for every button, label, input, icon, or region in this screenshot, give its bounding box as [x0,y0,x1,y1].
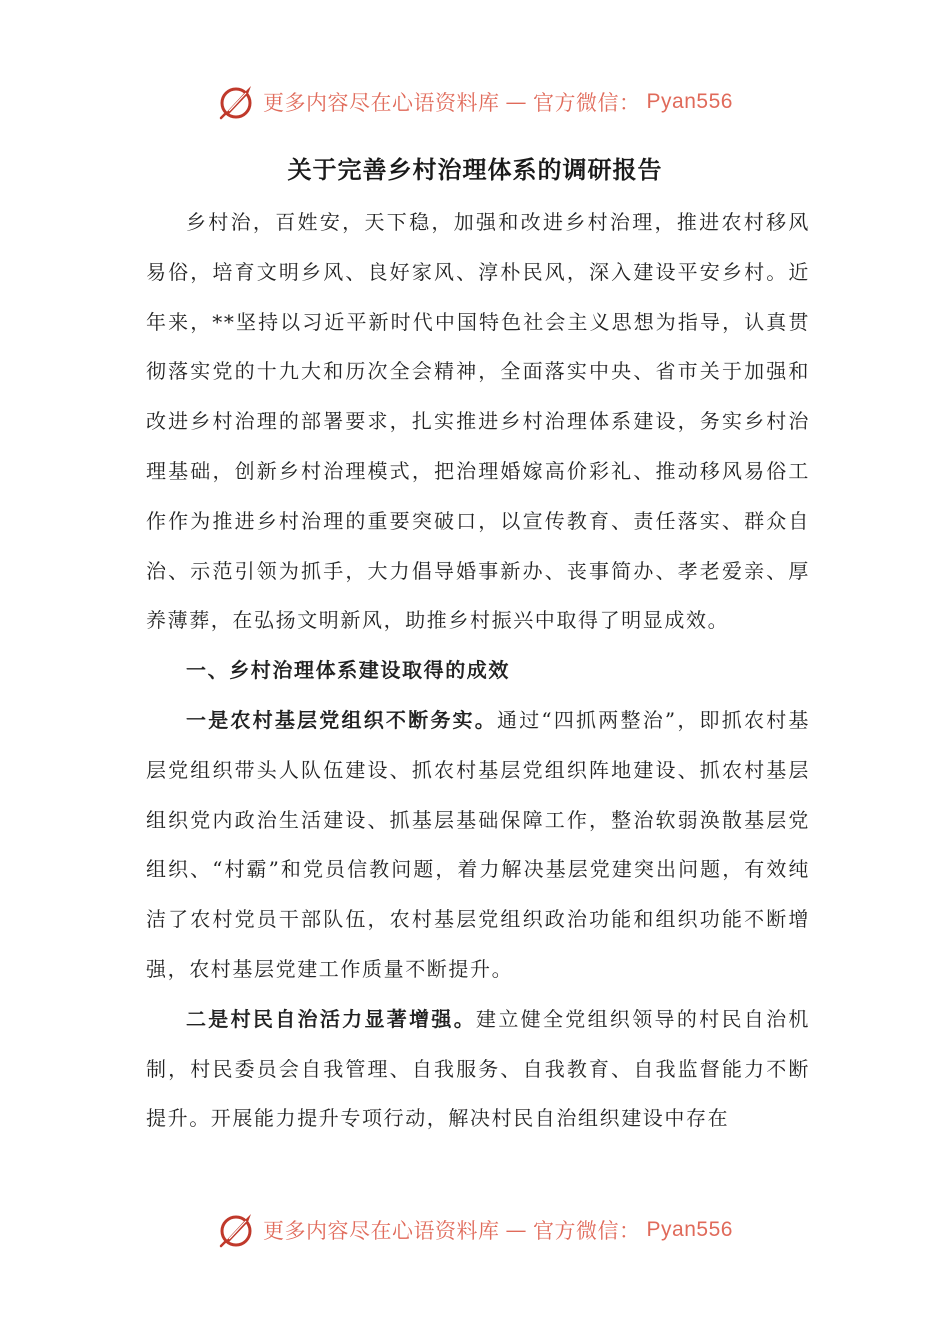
document-title: 关于完善乡村治理体系的调研报告 [287,155,663,184]
point-2-text: 建立健全党组织领导的村民自治机制，村民委员会自我管理、自我服务、自我教育、自我监督能力不断提升。开展能力提升专项行动，解决村民自治组织建设中存在 [146,1006,810,1131]
watermark-wechat-id: Pyan556 [646,90,733,113]
watermark-wechat-label: 官方微信： [533,1219,641,1243]
watermark-brand-text: 更多内容尽在心语资料库 [263,91,500,115]
watermark-banner-top [0,80,950,124]
section-heading-1: 一、乡村治理体系建设取得的成效 [186,658,510,683]
quill-logo-icon [217,1210,257,1250]
watermark-brand-text: 更多内容尽在心语资料库 [263,1219,500,1243]
watermark-wechat-id: Pyan556 [646,1218,733,1241]
point-1-text: 通过“四抓两整治”，即抓农村基层党组织带头人队伍建设、抓农村基层党组织阵地建设、抓农村基层组织党内政治生活建设、抓基层基础保障工作，整治软弱涣散基层党组织、“村霸”和党员信教问题，着力解决基层党建突出问题，有效纯洁了农村党员干部队伍，农村基层党组织政治功能和组织功能不断增强，农村基层党建工作质量不断提升。 [146,707,811,981]
quill-logo-icon [217,82,257,122]
watermark-separator: — [505,1218,528,1242]
paragraph-point-1 [146,696,810,995]
document-body [146,198,810,1144]
point-1-lead: 一是农村基层党组织不断务实。 [186,707,497,732]
intro-paragraph: 乡村治，百姓安，天下稳，加强和改进乡村治理，推进农村移风易俗，培育文明乡风、良好家风、淳朴民风，深入建设平安乡村。近年来，**坚持以习近平新时代中国特色社会主义思想为指导，认真贯彻落实党的十九大和历次全会精神，全面落实中央、省市关于加强和改进乡村治理的部署要求，扎实推进乡村治理体系建设，务实乡村治理基础，创新乡村治理模式，把治理婚嫁高价彩礼、推动移风易俗工作作为推进乡村治理的重要突破口，以宣传教育、责任落实、群众自治、示范引领为抓手，大力倡导婚事新办、丧事简办、孝老爱亲、厚养薄葬，在弘扬文明新风，助推乡村振兴中取得了明显成效。 [146,210,810,633]
watermark-wechat-label: 官方微信： [533,91,641,115]
paragraph-point-2 [146,995,810,1144]
watermark-banner-bottom [0,1208,950,1252]
point-2-lead: 二是村民自治活力显著增强。 [186,1006,477,1031]
watermark-separator: — [505,90,528,114]
